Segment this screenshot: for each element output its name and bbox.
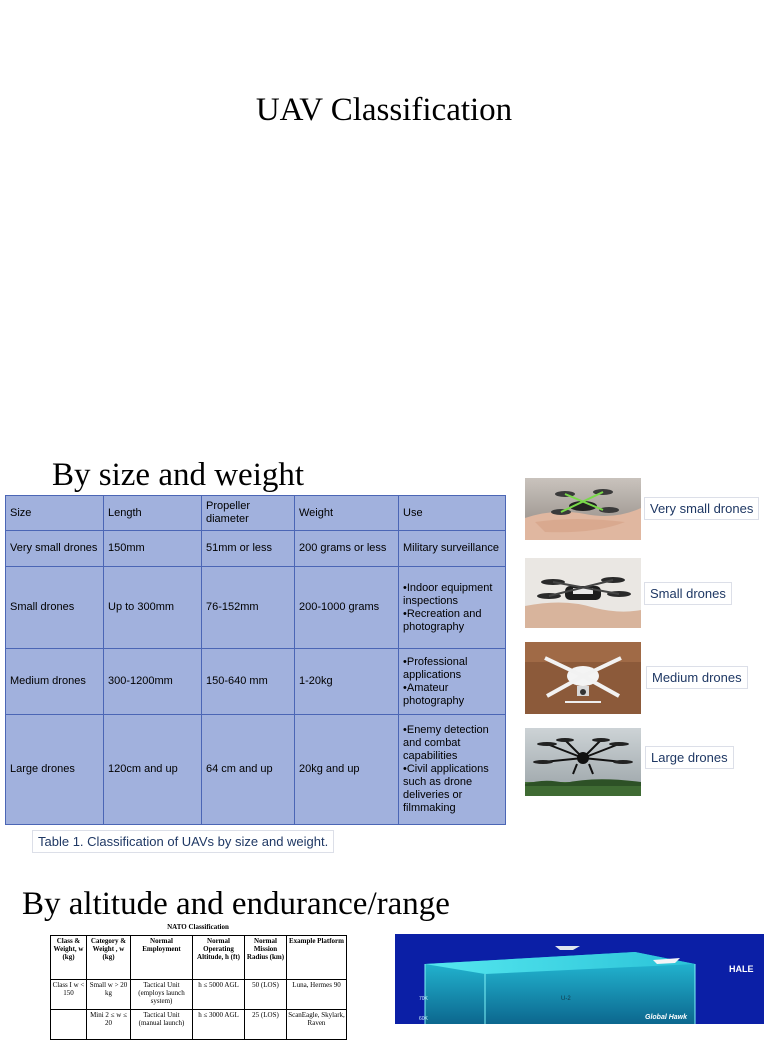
large-drones-label: Large drones	[645, 746, 734, 769]
header-cell: Size	[6, 496, 104, 531]
use-line: •Indoor equipment inspections	[403, 581, 493, 607]
altitude-tick-70k: 70K	[419, 996, 428, 1002]
table-caption: Table 1. Classification of UAVs by size and weight.	[32, 830, 334, 853]
weight-cell: 20kg and up	[295, 715, 399, 825]
size-section-heading: By size and weight	[52, 457, 305, 493]
small-drone-photo	[525, 558, 641, 628]
table-cell: ScanEagle, Skylark, Raven	[287, 1010, 347, 1040]
propeller-cell: 64 cm and up	[202, 715, 295, 825]
table-row	[6, 531, 506, 567]
medium-drones-label: Medium drones	[646, 666, 748, 689]
size-table-header-row	[6, 496, 506, 531]
header-cell: Weight	[295, 496, 399, 531]
header-cell: Propeller diameter	[202, 496, 295, 531]
table-row	[6, 715, 506, 825]
table-cell: Luna, Hermes 90	[287, 980, 347, 1010]
size-weight-table	[5, 495, 506, 825]
size-cell: Small drones	[6, 567, 104, 649]
length-cell: 150mm	[104, 531, 202, 567]
use-line: •Enemy detection and combat capabilities	[403, 724, 489, 762]
use-line: Military surveillance	[403, 542, 499, 554]
table-cell: Class I w < 150	[51, 980, 87, 1010]
table-cell: h ≤ 3000 AGL	[193, 1010, 245, 1040]
u2-label: U-2	[561, 996, 571, 1002]
length-cell: 300-1200mm	[104, 649, 202, 715]
use-line: •Civil applications such as drone deliveries or filmmaking	[403, 763, 489, 814]
header-cell: Category & Weight , w (kg)	[87, 936, 131, 980]
very-small-drone-photo	[525, 478, 641, 540]
size-cell: Large drones	[6, 715, 104, 825]
table-cell: 25 (LOS)	[245, 1010, 287, 1040]
table-cell: 50 (LOS)	[245, 980, 287, 1010]
length-cell: 120cm and up	[104, 715, 202, 825]
header-cell: Normal Employment	[131, 936, 193, 980]
altitude-section-heading: By altitude and endurance/range	[22, 886, 450, 922]
nato-table-caption: NATO Classification	[167, 923, 229, 931]
table-row	[6, 567, 506, 649]
table-row	[6, 649, 506, 715]
table-row	[51, 980, 347, 1010]
small-drones-label: Small drones	[644, 582, 732, 605]
page-title: UAV Classification	[255, 92, 513, 128]
very-small-drones-label: Very small drones	[644, 497, 759, 520]
large-drone-photo	[525, 728, 641, 796]
weight-cell: 200 grams or less	[295, 531, 399, 567]
header-cell: Class & Weight, w (kg)	[51, 936, 87, 980]
header-cell: Example Platform	[287, 936, 347, 980]
altitude-tick-60k: 60K	[419, 1016, 428, 1022]
propeller-cell: 150-640 mm	[202, 649, 295, 715]
header-cell: Normal Operating Altitude, h (ft)	[193, 936, 245, 980]
table-cell: Small w > 20 kg	[87, 980, 131, 1010]
weight-cell: 200-1000 grams	[295, 567, 399, 649]
size-cell: Very small drones	[6, 531, 104, 567]
use-line: •Professional applications	[403, 655, 468, 681]
table-cell: Mini 2 ≤ w ≤ 20	[87, 1010, 131, 1040]
table-cell: h ≤ 5000 AGL	[193, 980, 245, 1010]
size-cell: Medium drones	[6, 649, 104, 715]
use-cell	[399, 567, 506, 649]
use-cell	[399, 649, 506, 715]
table-cell: Tactical Unit (employs launch system)	[131, 980, 193, 1010]
table-cell	[51, 1010, 87, 1040]
header-cell: Length	[104, 496, 202, 531]
altitude-diagram	[395, 934, 764, 1024]
use-line: •Amateur photography	[403, 681, 465, 707]
hale-label: HALE	[729, 964, 754, 974]
table-row	[51, 1010, 347, 1040]
use-cell	[399, 715, 506, 825]
header-cell: Use	[399, 496, 506, 531]
use-cell	[399, 531, 506, 567]
weight-cell: 1-20kg	[295, 649, 399, 715]
propeller-cell: 51mm or less	[202, 531, 295, 567]
table-cell: Tactical Unit (manual launch)	[131, 1010, 193, 1040]
nato-header-row	[51, 936, 347, 980]
medium-drone-photo	[525, 642, 641, 714]
use-line: •Recreation and photography	[403, 607, 482, 633]
length-cell: Up to 300mm	[104, 567, 202, 649]
header-cell: Normal Mission Radius (km)	[245, 936, 287, 980]
global-hawk-label: Global Hawk	[645, 1014, 688, 1021]
propeller-cell: 76-152mm	[202, 567, 295, 649]
nato-classification-table	[50, 935, 347, 1040]
